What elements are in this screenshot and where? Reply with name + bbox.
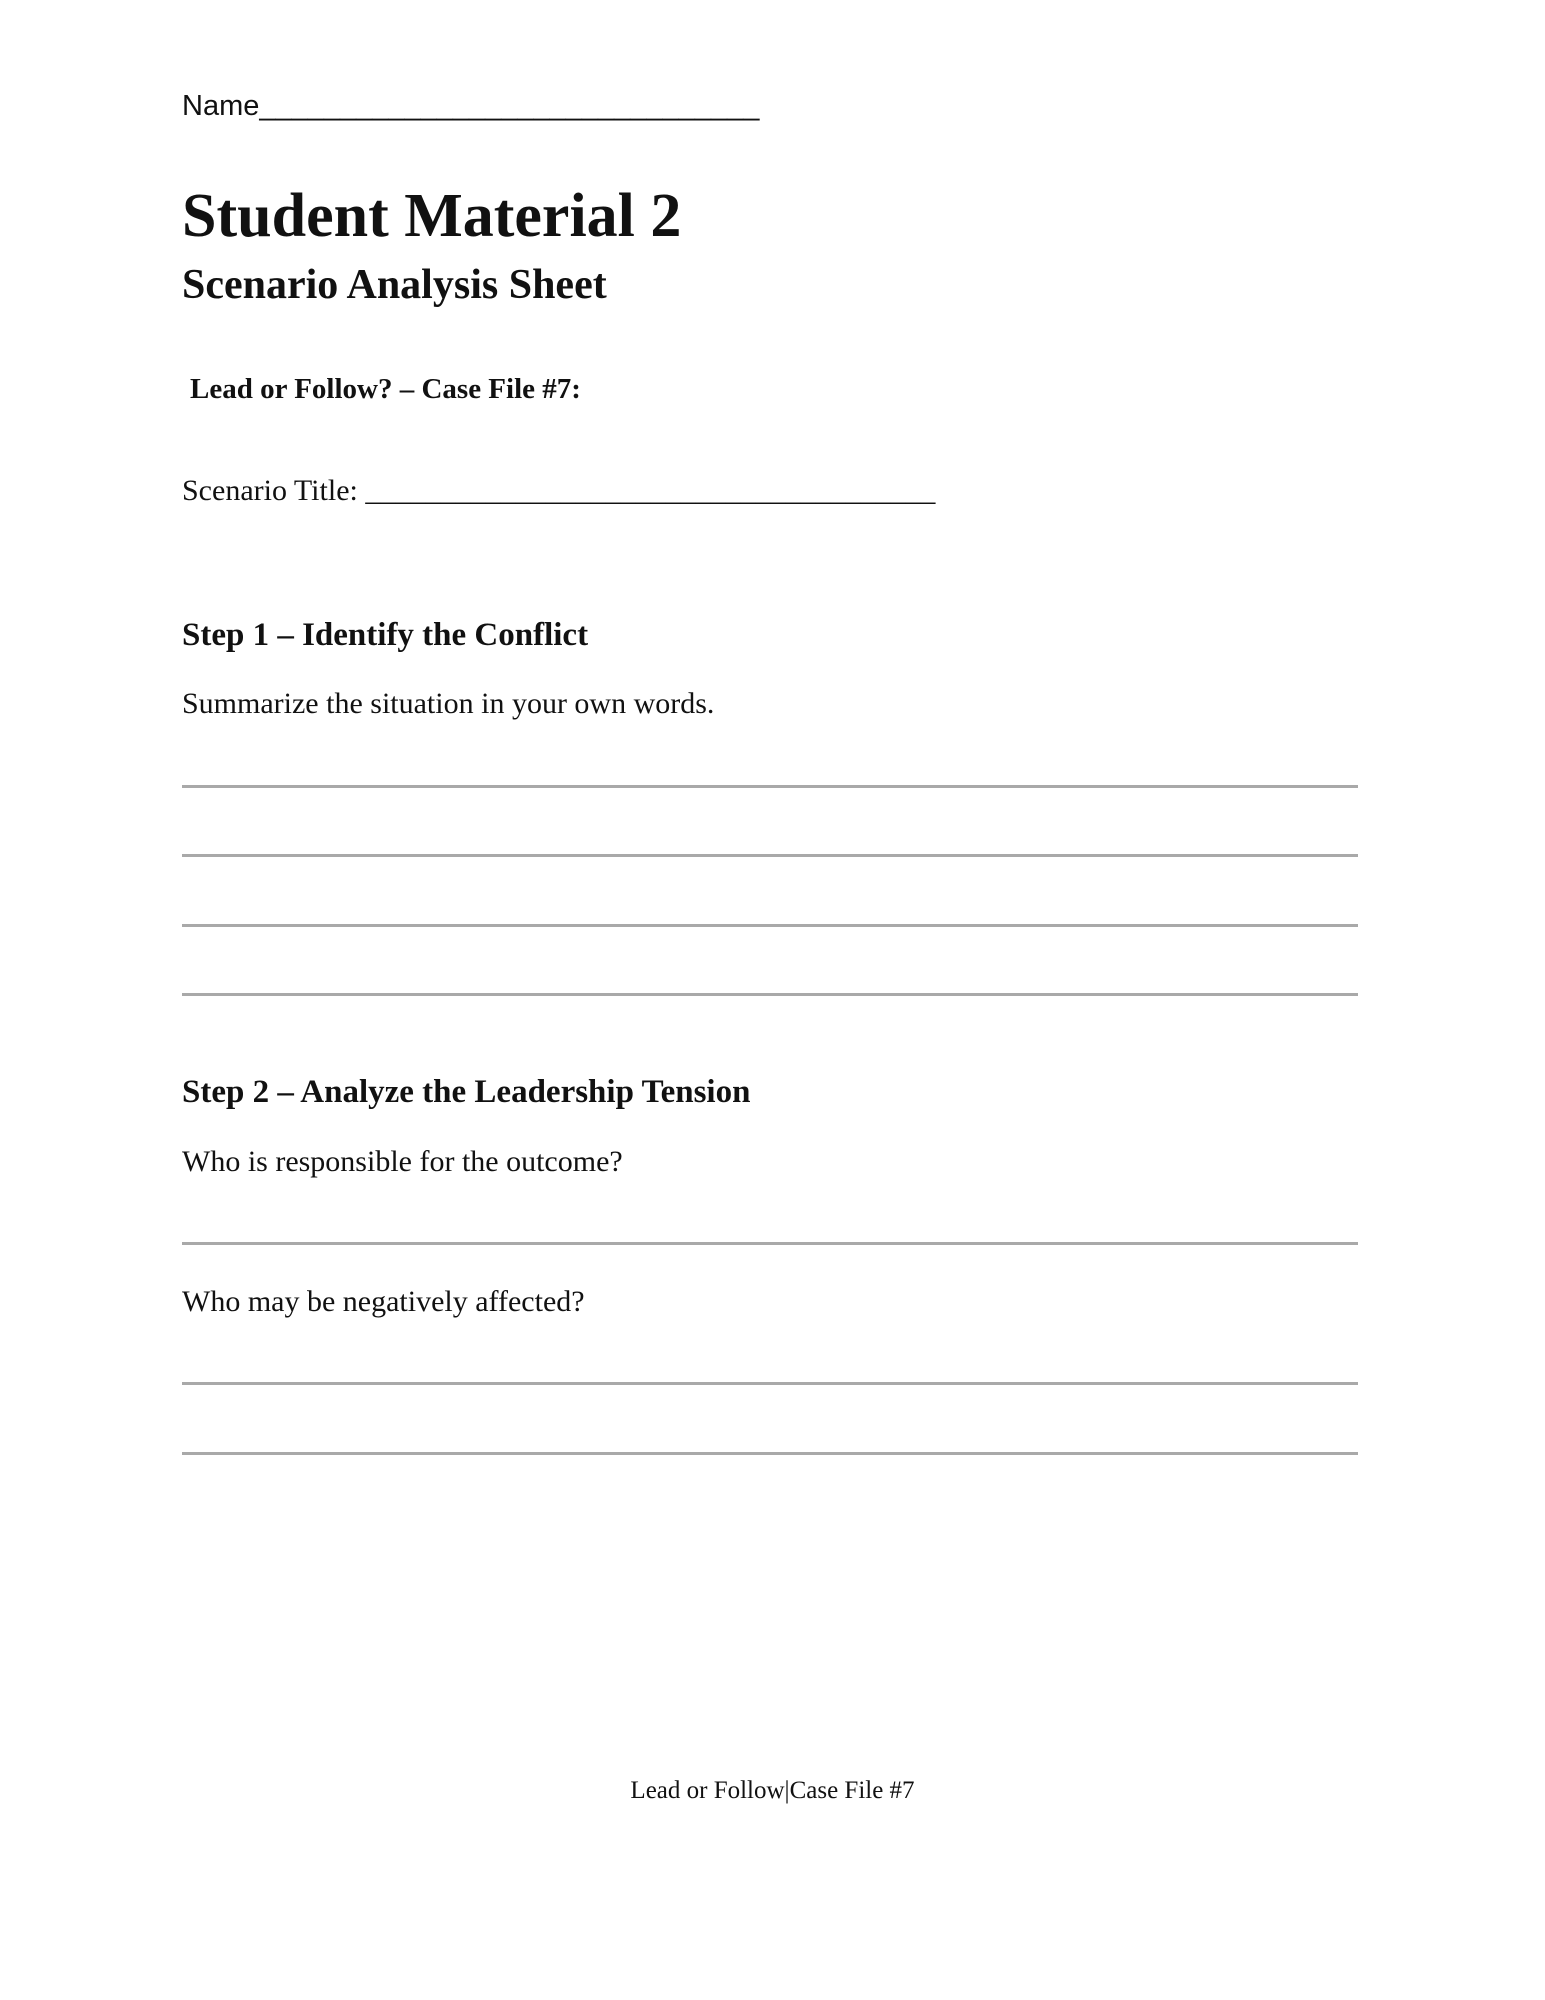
scenario-title-label: Scenario Title: ______________________________________ (182, 474, 936, 507)
step2-affected-answer-line-2 (182, 1452, 1358, 1455)
step2-prompt-affected: Who may be negatively affected? (182, 1285, 585, 1318)
step1-answer-line-4 (182, 993, 1358, 996)
step1-answer-line-3 (182, 924, 1358, 927)
page-title: Student Material 2 (182, 182, 682, 250)
step1-answer-line-1 (182, 785, 1358, 788)
step2-responsible-answer-line (182, 1242, 1358, 1245)
step1-heading: Step 1 – Identify the Conflict (182, 617, 589, 653)
case-file-heading: Lead or Follow? – Case File #7: (190, 373, 581, 405)
step2-prompt-responsible: Who is responsible for the outcome? (182, 1145, 623, 1178)
page-subtitle: Scenario Analysis Sheet (182, 262, 607, 308)
name-field-label: Name_______________________________ (182, 90, 760, 122)
step1-answer-line-2 (182, 854, 1358, 857)
step2-heading: Step 2 – Analyze the Leadership Tension (182, 1074, 751, 1110)
step2-affected-answer-line-1 (182, 1382, 1358, 1385)
page-footer: Lead or Follow|Case File #7 (630, 1777, 915, 1804)
step1-prompt: Summarize the situation in your own words. (182, 687, 715, 720)
